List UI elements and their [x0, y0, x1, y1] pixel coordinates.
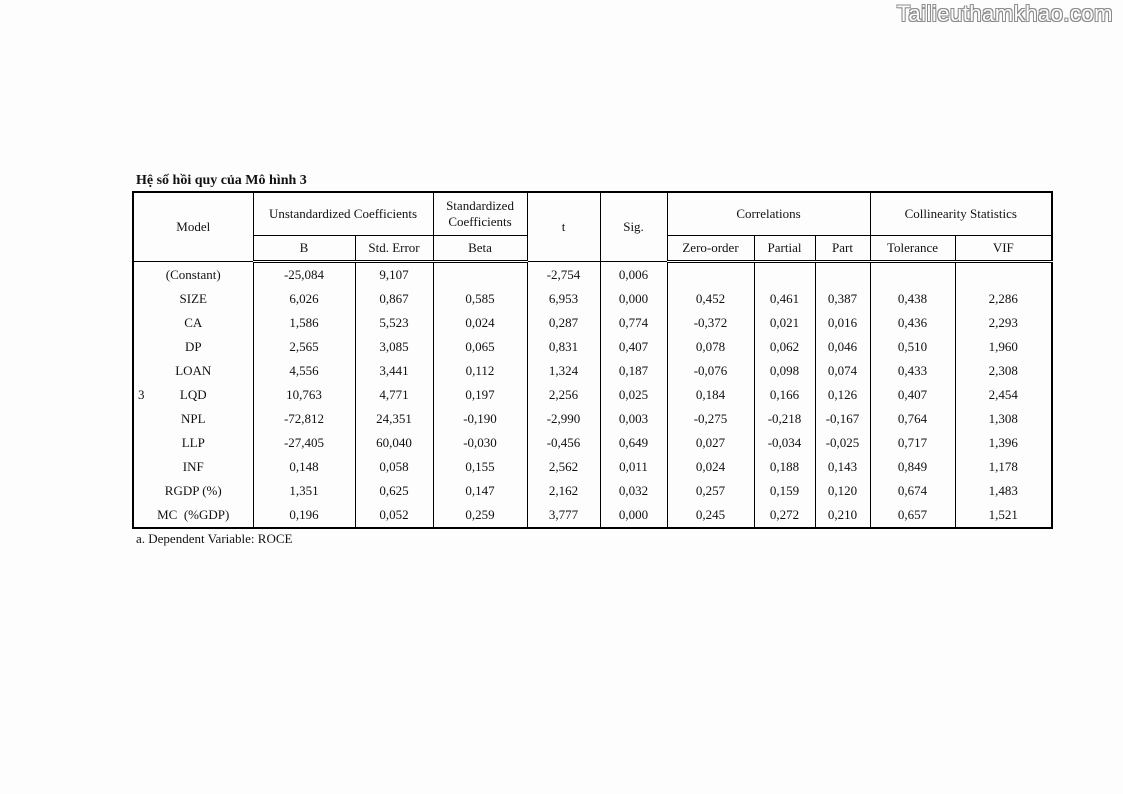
part-cell: 0,387	[815, 287, 870, 311]
variable-cell	[133, 359, 253, 383]
part-cell	[815, 262, 870, 288]
variable-name: MC (%GDP)	[157, 507, 230, 522]
vif-cell: 2,308	[955, 359, 1052, 383]
variable-name: LLP	[181, 435, 205, 450]
b-cell: 10,763	[253, 383, 355, 407]
table-row	[133, 287, 1052, 311]
variable-cell	[133, 335, 253, 359]
t-cell: 2,162	[527, 479, 600, 503]
sig-cell: 0,774	[600, 311, 667, 335]
vif-cell: 2,454	[955, 383, 1052, 407]
table-row	[133, 479, 1052, 503]
beta-cell: 0,197	[433, 383, 527, 407]
zero-order-cell: 0,452	[667, 287, 754, 311]
t-cell: 6,953	[527, 287, 600, 311]
beta-cell: 0,024	[433, 311, 527, 335]
header-b: B	[253, 236, 355, 262]
zero-order-cell	[667, 262, 754, 288]
variable-name: NPL	[180, 411, 206, 426]
zero-order-cell: 0,257	[667, 479, 754, 503]
zero-order-cell: 0,027	[667, 431, 754, 455]
vif-cell: 1,483	[955, 479, 1052, 503]
header-unstandardized: Unstandardized Coefficients	[253, 192, 433, 236]
variable-name: LQD	[179, 387, 207, 402]
part-cell: 0,016	[815, 311, 870, 335]
t-cell: 2,562	[527, 455, 600, 479]
tolerance-cell: 0,438	[870, 287, 955, 311]
partial-cell: 0,159	[754, 479, 815, 503]
regression-table	[132, 191, 1053, 529]
header-model: Model	[133, 192, 253, 262]
table-body	[133, 262, 1052, 529]
header-part: Part	[815, 236, 870, 262]
t-cell: 0,831	[527, 335, 600, 359]
sig-cell: 0,006	[600, 262, 667, 288]
sig-cell: 0,032	[600, 479, 667, 503]
beta-cell: -0,190	[433, 407, 527, 431]
partial-cell: 0,098	[754, 359, 815, 383]
header-standardized-line2: Coefficients	[448, 214, 512, 229]
variable-cell	[133, 503, 253, 528]
partial-cell: 0,062	[754, 335, 815, 359]
std-error-cell: 3,085	[355, 335, 433, 359]
beta-cell: -0,030	[433, 431, 527, 455]
tolerance-cell: 0,657	[870, 503, 955, 528]
b-cell: 2,565	[253, 335, 355, 359]
t-cell: 3,777	[527, 503, 600, 528]
vif-cell: 1,178	[955, 455, 1052, 479]
partial-cell: 0,272	[754, 503, 815, 528]
header-partial: Partial	[754, 236, 815, 262]
t-cell: 0,287	[527, 311, 600, 335]
header-tolerance: Tolerance	[870, 236, 955, 262]
header-beta: Beta	[433, 236, 527, 262]
b-cell: -27,405	[253, 431, 355, 455]
header-correlations: Correlations	[667, 192, 870, 236]
t-cell: -2,990	[527, 407, 600, 431]
vif-cell: 1,308	[955, 407, 1052, 431]
variable-name: CA	[184, 315, 203, 330]
table-row	[133, 262, 1052, 288]
header-standardized	[433, 192, 527, 236]
variable-name: RGDP (%)	[164, 483, 222, 498]
part-cell: 0,210	[815, 503, 870, 528]
std-error-cell: 4,771	[355, 383, 433, 407]
zero-order-cell: 0,078	[667, 335, 754, 359]
variable-name: (Constant)	[165, 266, 221, 282]
model-number: 3	[138, 387, 145, 402]
table-row	[133, 335, 1052, 359]
header-sig: Sig.	[600, 192, 667, 262]
table-row	[133, 383, 1052, 407]
table-row	[133, 503, 1052, 528]
variable-cell	[133, 383, 253, 407]
watermark: Tailieuthamkhao.com	[896, 1, 1113, 26]
t-cell: 2,256	[527, 383, 600, 407]
variable-name: DP	[184, 339, 202, 354]
partial-cell	[754, 262, 815, 288]
vif-cell: 2,286	[955, 287, 1052, 311]
tolerance-cell: 0,436	[870, 311, 955, 335]
variable-cell	[133, 311, 253, 335]
header-standardized-line1: Standardized	[446, 198, 514, 213]
tolerance-cell: 0,849	[870, 455, 955, 479]
std-error-cell: 0,058	[355, 455, 433, 479]
std-error-cell: 60,040	[355, 431, 433, 455]
sig-cell: 0,000	[600, 503, 667, 528]
part-cell: -0,167	[815, 407, 870, 431]
header-std-error: Std. Error	[355, 236, 433, 262]
std-error-cell: 9,107	[355, 262, 433, 288]
std-error-cell: 5,523	[355, 311, 433, 335]
b-cell: -72,812	[253, 407, 355, 431]
variable-cell	[133, 431, 253, 455]
beta-cell: 0,147	[433, 479, 527, 503]
vif-cell: 1,960	[955, 335, 1052, 359]
table-row	[133, 431, 1052, 455]
table-row	[133, 455, 1052, 479]
partial-cell: 0,166	[754, 383, 815, 407]
std-error-cell: 3,441	[355, 359, 433, 383]
b-cell: 4,556	[253, 359, 355, 383]
std-error-cell: 24,351	[355, 407, 433, 431]
variable-name: SIZE	[179, 291, 207, 306]
tolerance-cell: 0,764	[870, 407, 955, 431]
std-error-cell: 0,052	[355, 503, 433, 528]
dependent-variable-note: a. Dependent Variable: ROCE	[136, 531, 293, 546]
table-row	[133, 407, 1052, 431]
beta-cell: 0,112	[433, 359, 527, 383]
partial-cell: -0,218	[754, 407, 815, 431]
part-cell: 0,046	[815, 335, 870, 359]
b-cell: -25,084	[253, 262, 355, 288]
zero-order-cell: -0,275	[667, 407, 754, 431]
tolerance-cell: 0,717	[870, 431, 955, 455]
part-cell: 0,126	[815, 383, 870, 407]
zero-order-cell: 0,245	[667, 503, 754, 528]
std-error-cell: 0,867	[355, 287, 433, 311]
vif-cell: 1,396	[955, 431, 1052, 455]
variable-cell	[133, 455, 253, 479]
b-cell: 0,196	[253, 503, 355, 528]
sig-cell: 0,011	[600, 455, 667, 479]
b-cell: 0,148	[253, 455, 355, 479]
sig-cell: 0,000	[600, 287, 667, 311]
tolerance-cell	[870, 262, 955, 288]
vif-cell	[955, 262, 1052, 288]
header-collinearity: Collinearity Statistics	[870, 192, 1052, 236]
beta-cell: 0,065	[433, 335, 527, 359]
std-error-cell: 0,625	[355, 479, 433, 503]
beta-cell: 0,585	[433, 287, 527, 311]
vif-cell: 1,521	[955, 503, 1052, 528]
beta-cell: 0,155	[433, 455, 527, 479]
partial-cell: 0,021	[754, 311, 815, 335]
t-cell: -0,456	[527, 431, 600, 455]
header-zero-order: Zero-order	[667, 236, 754, 262]
tolerance-cell: 0,433	[870, 359, 955, 383]
sig-cell: 0,003	[600, 407, 667, 431]
tolerance-cell: 0,510	[870, 335, 955, 359]
zero-order-cell: -0,372	[667, 311, 754, 335]
header-vif: VIF	[955, 236, 1052, 262]
part-cell: -0,025	[815, 431, 870, 455]
partial-cell: -0,034	[754, 431, 815, 455]
tolerance-cell: 0,407	[870, 383, 955, 407]
zero-order-cell: 0,184	[667, 383, 754, 407]
part-cell: 0,074	[815, 359, 870, 383]
b-cell: 1,586	[253, 311, 355, 335]
beta-cell	[433, 262, 527, 288]
variable-name: LOAN	[175, 363, 212, 378]
table-row	[133, 311, 1052, 335]
sig-cell: 0,407	[600, 335, 667, 359]
variable-cell	[133, 407, 253, 431]
b-cell: 6,026	[253, 287, 355, 311]
variable-cell	[133, 262, 253, 288]
partial-cell: 0,461	[754, 287, 815, 311]
sig-cell: 0,187	[600, 359, 667, 383]
table-row	[133, 359, 1052, 383]
t-cell: 1,324	[527, 359, 600, 383]
part-cell: 0,143	[815, 455, 870, 479]
variable-cell	[133, 287, 253, 311]
header-t: t	[527, 192, 600, 262]
b-cell: 1,351	[253, 479, 355, 503]
zero-order-cell: -0,076	[667, 359, 754, 383]
part-cell: 0,120	[815, 479, 870, 503]
tolerance-cell: 0,674	[870, 479, 955, 503]
t-cell: -2,754	[527, 262, 600, 288]
partial-cell: 0,188	[754, 455, 815, 479]
variable-name: INF	[182, 459, 204, 474]
sig-cell: 0,649	[600, 431, 667, 455]
variable-cell	[133, 479, 253, 503]
sig-cell: 0,025	[600, 383, 667, 407]
beta-cell: 0,259	[433, 503, 527, 528]
table-title: Hệ số hồi quy của Mô hình 3	[136, 173, 307, 188]
zero-order-cell: 0,024	[667, 455, 754, 479]
vif-cell: 2,293	[955, 311, 1052, 335]
